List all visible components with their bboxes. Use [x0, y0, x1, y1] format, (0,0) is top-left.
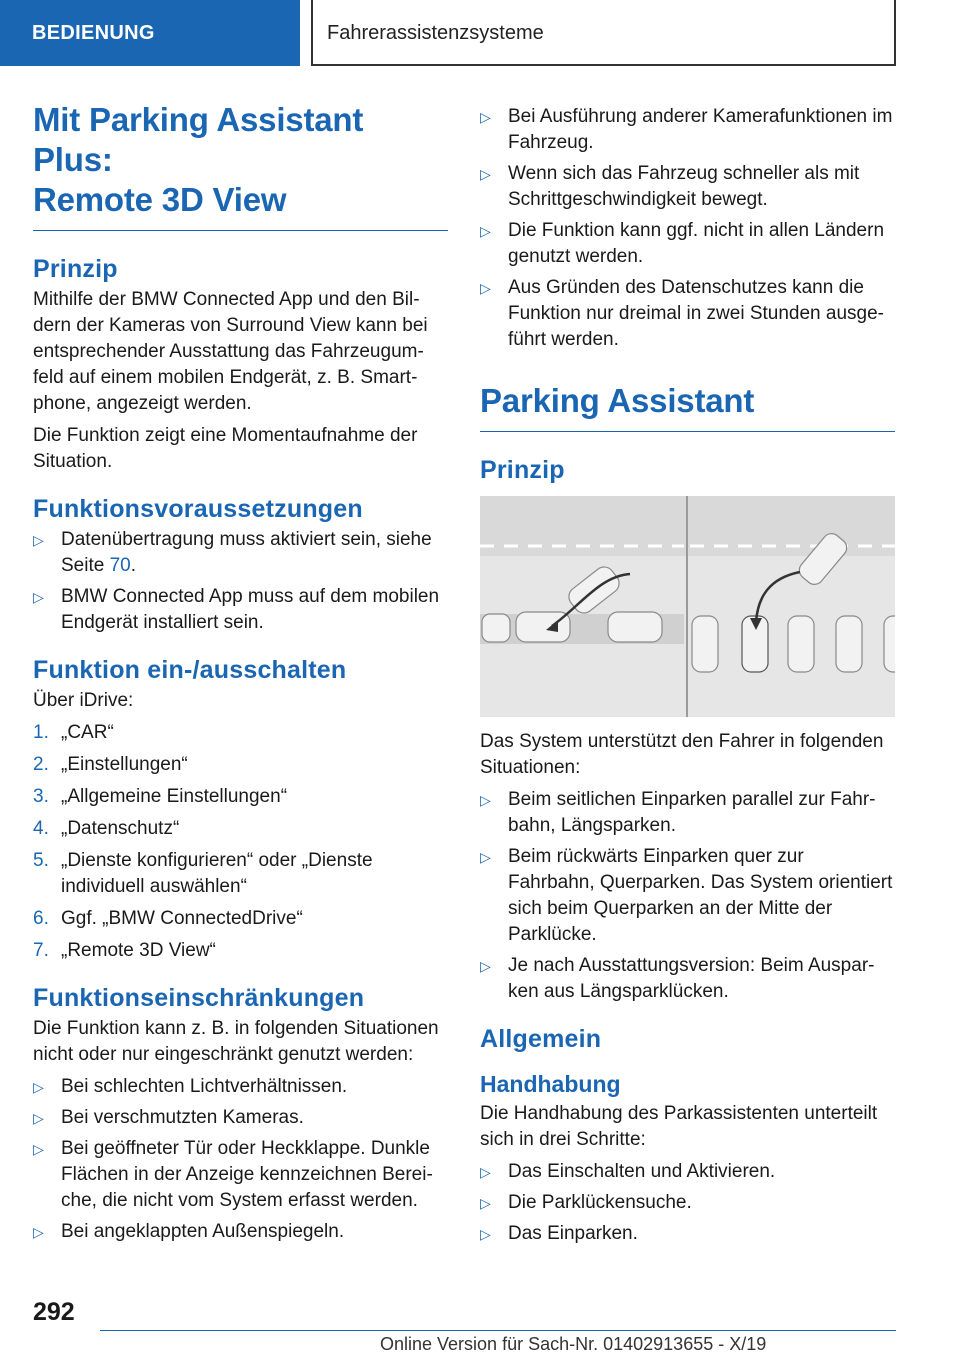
prinzip-section — [33, 253, 448, 475]
triangle-right-icon: ▷ — [33, 589, 44, 605]
einschraenkungen-list-continued — [480, 104, 895, 353]
section-tab: BEDIENUNG — [0, 0, 300, 66]
steps-list — [33, 720, 448, 964]
title-line-2: Remote 3D View — [33, 181, 287, 218]
triangle-right-icon: ▷ — [480, 1226, 491, 1242]
pa-prinzip-section — [480, 454, 895, 1005]
list-item: ▷ Aus Gründen des Datenschutzes kann die Funktion nur dreimal in zwei Stunden ausge-führt werden. — [480, 277, 884, 350]
page-header — [0, 0, 960, 66]
einaus-section — [33, 654, 448, 964]
page-number: 292 — [33, 1298, 75, 1326]
voraussetzungen-list — [33, 527, 448, 636]
list-item: ▷ Die Funktion kann ggf. nicht in allen Ländern genutzt werden. — [480, 220, 885, 267]
handhabung-intro: Die Handhabung des Parkassistenten unterteilt sich in drei Schritte: — [480, 1103, 878, 1150]
triangle-right-icon: ▷ — [480, 958, 491, 974]
list-item: ▷ Bei geöffneter Tür oder Heckklappe. Dunkle Flächen in der Anzeige kennzeichnen Berei-che, die nicht vom System erfasst werden. — [33, 1138, 433, 1211]
voraussetzungen-section — [33, 493, 448, 636]
list-item: 6. Ggf. „BMW ConnectedDrive“ — [33, 908, 303, 929]
right-column — [480, 104, 895, 1252]
triangle-right-icon: ▷ — [33, 532, 44, 548]
list-item: ▷ Je nach Ausstattungsversion: Beim Auspar-ken aus Längsparklücken. — [480, 955, 875, 1002]
list-item: ▷ Bei schlechten Lichtverhältnissen. — [33, 1074, 448, 1100]
left-column — [33, 100, 448, 1250]
section-title-remote-3d-view — [33, 100, 448, 231]
allgemein-heading: Allgemein — [480, 1025, 602, 1053]
einschraenkungen-heading: Funktionseinschränkungen — [33, 984, 365, 1012]
einaus-intro: Über iDrive: — [33, 690, 134, 711]
footer-divider — [100, 1330, 896, 1331]
handhabung-list — [480, 1159, 895, 1247]
triangle-right-icon: ▷ — [480, 223, 491, 239]
list-item: 5. „Dienste konfigurieren“ oder „Dienste individuell auswählen“ — [33, 850, 373, 897]
list-item: 1. „CAR“ — [33, 722, 114, 743]
parking-illustration — [480, 496, 895, 717]
footer-version: Online Version für Sach-Nr. 01402913655 - X/19 — [380, 1334, 767, 1354]
list-item: ▷ Das Einschalten und Aktivieren. — [480, 1159, 895, 1185]
chapter-tab: Fahrerassistenzsysteme — [311, 0, 896, 66]
pa-prinzip-heading: Prinzip — [480, 456, 565, 484]
triangle-right-icon: ▷ — [33, 1079, 44, 1095]
einschraenkungen-intro: Die Funktion kann z. B. in folgenden Situationen nicht oder nur eingeschränkt genutzt werden: — [33, 1018, 439, 1065]
list-item: ▷ Bei angeklappten Außenspiegeln. — [33, 1219, 448, 1245]
section-title-parking-assistant: Parking Assistant — [480, 381, 895, 432]
triangle-right-icon: ▷ — [480, 280, 491, 296]
prinzip-heading: Prinzip — [33, 255, 118, 283]
list-item: ▷ Beim rückwärts Einparken quer zur Fahrbahn, Querparken. Das System orientiert sich beim Querparken an der Mitte der Parklücke. — [480, 846, 893, 945]
triangle-right-icon: ▷ — [480, 849, 491, 865]
allgemein-section — [480, 1023, 895, 1247]
page-link[interactable]: 70 — [109, 555, 131, 576]
triangle-right-icon: ▷ — [33, 1141, 44, 1157]
list-item: ▷ Die Parklückensuche. — [480, 1190, 895, 1216]
triangle-right-icon: ▷ — [480, 109, 491, 125]
list-item: ▷ BMW Connected App muss auf dem mobilen Endgerät installiert sein. — [33, 586, 440, 633]
pa-prinzip-list — [480, 787, 895, 1005]
triangle-right-icon: ▷ — [480, 1164, 491, 1180]
list-item: ▷ Datenübertragung muss aktiviert sein, siehe Seite 70. — [33, 529, 432, 576]
list-item: ▷ Beim seitlichen Einparken parallel zur Fahr-bahn, Längsparken. — [480, 789, 876, 836]
prinzip-paragraph-1: Mithilfe der BMW Connected App und den Bil-dern der Kameras von Surround View kann bei entsprechender Ausstattung das Fahrzeugum-feld auf einem mobilen Endgerät, z. B. Smart-phone, angezeigt werden. — [33, 289, 428, 414]
list-item: 2. „Einstellungen“ — [33, 754, 188, 775]
list-item: 3. „Allgemeine Einstellungen“ — [33, 786, 288, 807]
list-item: 7. „Remote 3D View“ — [33, 940, 216, 961]
einschraenkungen-section — [33, 982, 448, 1245]
handhabung-heading: Handhabung — [480, 1071, 621, 1097]
triangle-right-icon: ▷ — [33, 1224, 44, 1240]
triangle-right-icon: ▷ — [480, 166, 491, 182]
triangle-right-icon: ▷ — [480, 1195, 491, 1211]
einschraenkungen-list — [33, 1074, 448, 1245]
triangle-right-icon: ▷ — [480, 792, 491, 808]
einaus-heading: Funktion ein-/ausschalten — [33, 656, 347, 684]
voraussetzungen-heading: Funktionsvoraussetzungen — [33, 495, 363, 523]
triangle-right-icon: ▷ — [33, 1110, 44, 1126]
pa-prinzip-intro: Das System unterstützt den Fahrer in folgenden Situationen: — [480, 731, 884, 778]
list-item: ▷ Das Einparken. — [480, 1221, 895, 1247]
title-line-1: Mit Parking Assistant Plus: — [33, 101, 364, 178]
prinzip-paragraph-2: Die Funktion zeigt eine Momentaufnahme der Situation. — [33, 425, 418, 472]
list-item: ▷ Wenn sich das Fahrzeug schneller als mit Schrittgeschwindigkeit bewegt. — [480, 163, 860, 210]
list-item: 4. „Datenschutz“ — [33, 818, 180, 839]
list-item: ▷ Bei Ausführung anderer Kamerafunktionen im Fahrzeug. — [480, 106, 893, 153]
list-item: ▷ Bei verschmutzten Kameras. — [33, 1105, 448, 1131]
